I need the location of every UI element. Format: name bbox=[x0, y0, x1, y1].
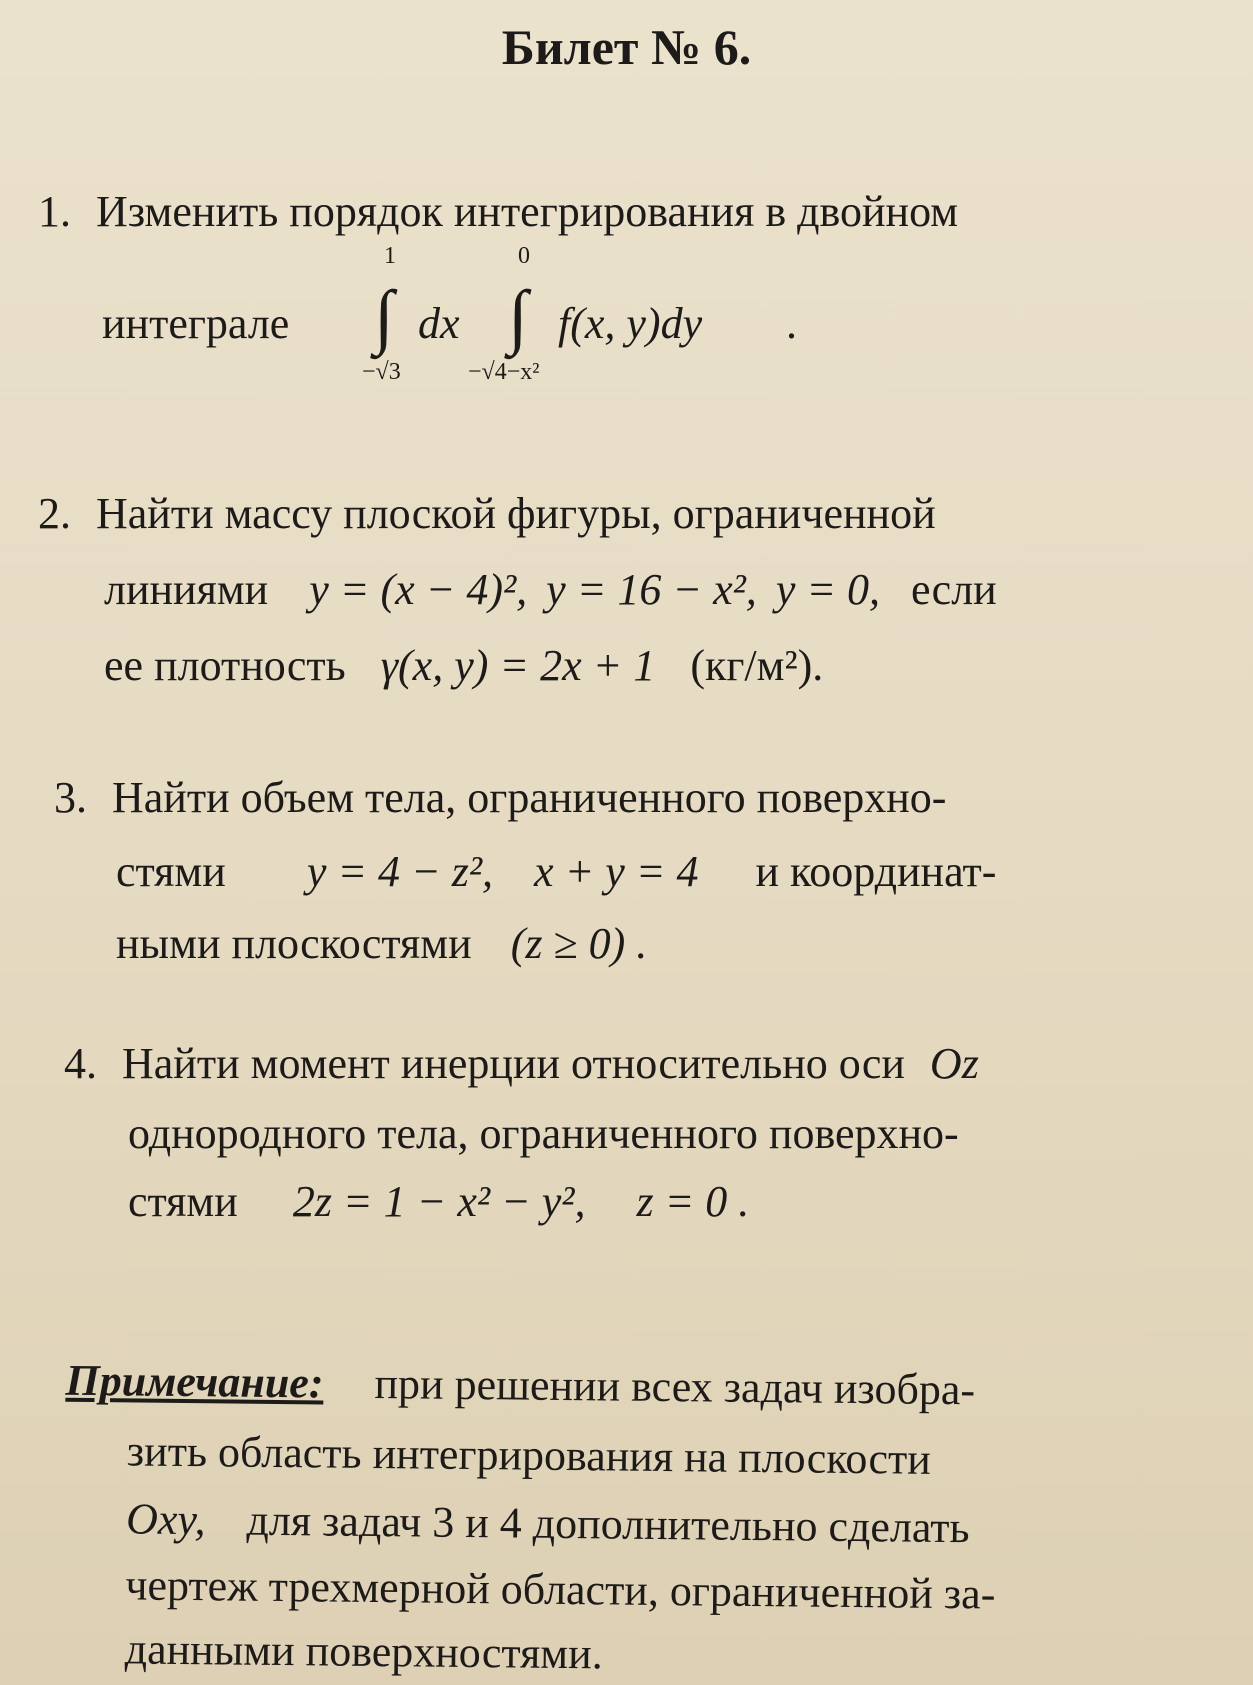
note-plane: Oxy, bbox=[125, 1494, 206, 1545]
task2-if: если bbox=[911, 565, 997, 614]
task2-eq2: y = 16 − x², bbox=[546, 565, 768, 614]
task2-density-label: ее плотность bbox=[104, 641, 346, 690]
task3-eq2: x + y = 4 bbox=[534, 847, 699, 896]
task2-text: Найти массу плоской фигуры, ограниченной bbox=[96, 489, 936, 538]
task1-prefix: интеграле bbox=[102, 299, 290, 348]
inner-integrand: f(x, y)dy bbox=[558, 299, 703, 348]
inner-lower-limit: −√4−x² bbox=[468, 359, 540, 385]
task2-number: 2. bbox=[38, 489, 71, 538]
task3-surfaces-label: стями bbox=[116, 847, 226, 896]
task3-line3 bbox=[116, 919, 648, 968]
task1-integral bbox=[360, 240, 820, 400]
note-line5: данными поверхностями. bbox=[124, 1624, 603, 1679]
inner-integral-sign: ∫ bbox=[508, 276, 528, 356]
note-line3 bbox=[125, 1494, 970, 1553]
task3-cond: (z ≥ 0) . bbox=[510, 919, 648, 968]
task3-text: Найти объем тела, ограниченного поверхно- bbox=[112, 773, 947, 822]
outer-integrand: dx bbox=[418, 299, 460, 348]
task2-line2 bbox=[104, 565, 997, 614]
task4-line3 bbox=[128, 1177, 750, 1226]
task4-text: Найти момент инерции относительно оси bbox=[122, 1039, 905, 1088]
task4-axis: Oz bbox=[929, 1039, 979, 1088]
task4-number: 4. bbox=[64, 1039, 97, 1088]
task1-end: . bbox=[786, 299, 797, 348]
task2-line3 bbox=[104, 641, 824, 690]
task1-number: 1. bbox=[38, 187, 71, 236]
task2-density: γ(x, y) = 2x + 1 bbox=[380, 641, 656, 690]
task1-line1 bbox=[38, 187, 959, 236]
outer-integral-sign: ∫ bbox=[374, 276, 394, 356]
task3-number: 3. bbox=[54, 773, 87, 822]
task2-eq3: y = 0, bbox=[775, 565, 892, 614]
task4-eq2: z = 0 . bbox=[636, 1177, 750, 1226]
ticket-title: Билет № 6. bbox=[501, 19, 752, 75]
task3-coord: и координат- bbox=[755, 847, 997, 896]
outer-upper-limit: 1 bbox=[384, 243, 396, 269]
note-text-3: для задач 3 и 4 дополнительно сделать bbox=[246, 1495, 970, 1553]
note-text-1: при решении всех задач изобра- bbox=[374, 1358, 976, 1415]
note-line4: чертеж трехмерной области, ограниченной за- bbox=[125, 1560, 996, 1619]
outer-lower-limit: −√3 bbox=[362, 359, 401, 385]
task4-line1 bbox=[64, 1039, 979, 1088]
task4-line2: однородного тела, ограниченного поверхно- bbox=[128, 1109, 959, 1158]
task2-eq1: y = (x − 4)², bbox=[309, 565, 539, 614]
note-label: Примечание: bbox=[65, 1355, 324, 1408]
task3-line1 bbox=[54, 773, 947, 822]
task4-surfaces-label: стями bbox=[128, 1177, 238, 1226]
task4-eq1: 2z = 1 − x² − y², bbox=[292, 1177, 597, 1226]
inner-upper-limit: 0 bbox=[518, 243, 530, 269]
task3-eq1: y = 4 − z², bbox=[306, 847, 505, 896]
task2-lines-label: линиями bbox=[104, 565, 269, 614]
note-line1 bbox=[65, 1355, 976, 1415]
task2-units: (кг/м²). bbox=[690, 641, 824, 690]
note-line2: зить область интегрирования на плоскости bbox=[126, 1426, 932, 1484]
task3-planes: ными плоскостями bbox=[116, 919, 472, 968]
task2-line1 bbox=[38, 489, 936, 538]
task3-line2 bbox=[116, 847, 997, 896]
task1-text: Изменить порядок интегрирования в двойном bbox=[96, 187, 959, 236]
